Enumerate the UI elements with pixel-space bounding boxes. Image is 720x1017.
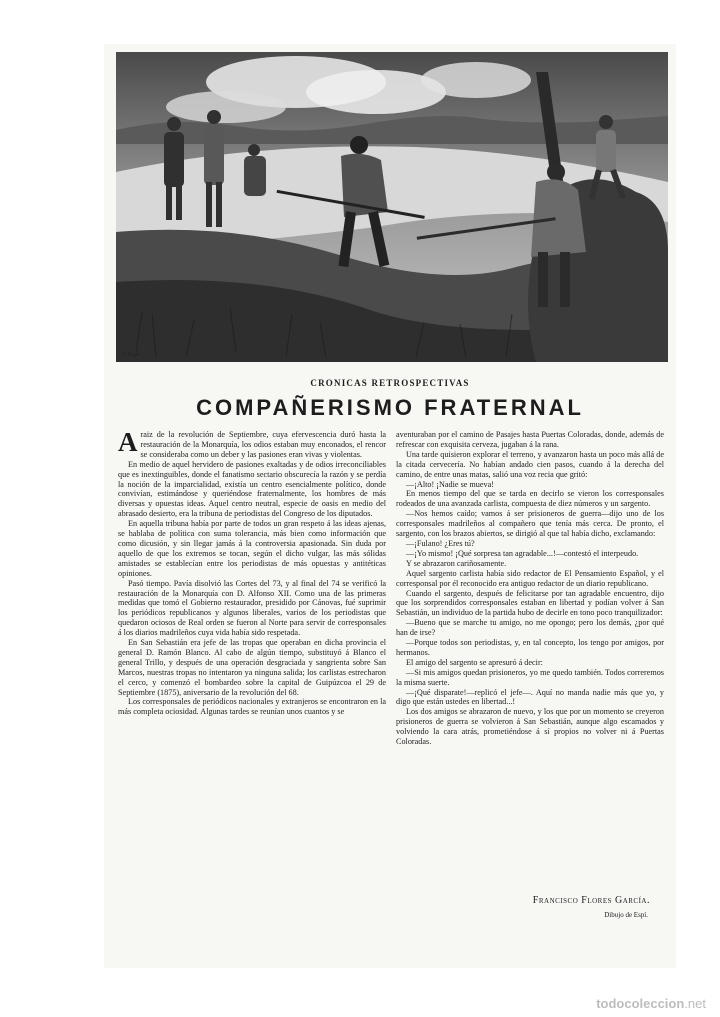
watermark [596, 996, 706, 1011]
paragraph: Los dos amigos se abrazaron de nuevo, y los que por un momento se creyeron prisioneros de guerra se volvieron á San Sebastián, aunque algo escamados y volviendo la cara atrás, prometiéndose á sí propios no volver ni á Puertas Coloradas. [396, 707, 664, 747]
paragraph: Pasó tiempo. Pavía disolvió las Cortes del 73, y al final del 74 se verificó la restauración de la Monarquía con D. Alfonso XII. Como una de las primeras medidas que tomó el Gobierno restaurador, presidido por Cánovas, fué suprimir los periódicos republicanos y algunos liberales, varios de los periodistas que quedaron ociosos de Real orden se fueron al Norte para servir de corresponsales á los diarios madrileños cuya vida había sido respetada. [118, 578, 386, 638]
paragraph: —¡Yo mismo! ¡Qué sorpresa tan agradable...!—contestó el interpeudo. [406, 548, 639, 558]
magazine-page [104, 44, 676, 968]
author-byline: Francisco Flores García. [532, 895, 650, 906]
article-title: COMPAÑERISMO FRATERNAL [196, 395, 584, 420]
illustration-signature: F. Espí. [122, 352, 141, 358]
paragraph: En aquella tribuna había por parte de todos un gran respeto á las ideas ajenas, se hablaba de política con suma tolerancia, más bien como información que como dicusión, y sin llegar jamás á la controversia apasionada. Sin duda por aquello de que los extremos se tocan, según el dicho vulgar, las más sólidas amistades se establecían entre los periodistas de más opuestas y antitéticas opiniones. [118, 519, 386, 578]
paragraph: —¡Fulano! ¿Eres tú? [406, 538, 475, 548]
paragraph: En medio de aquel hervidero de pasiones exaltadas y de odios irreconciliables que es inextinguibles, donde el fanatismo sectario obscurecía la razón y se perdía la noción de la imparcialidad, existía un centro esencialmente político, donde convivían, estimándose y queriéndose fraternalmente, los hombres de más diversas y opuestas ideas. Aquel centro neutral, especie de oasis en medio del abrasado desierto, era la tribuna de periodistas del Congreso de los diputados. [118, 459, 386, 519]
paragraph: Araiz de la revolución de Septiembre, cuya efervescencia duró hasta la restauración de la Monarquía, los odios estaban muy enconados, el rencor se consideraba como un deber y las pasiones eran vivas y violentas. [118, 427, 386, 459]
paragraph: —Si mis amigos quedan prisioneros, yo me quedo también. Todos correremos la misma suerte. [396, 667, 664, 687]
article-column-left [118, 427, 386, 717]
paragraph: —Nos hemos caído; vamos á ser prisioneros de guerra—dijo uno de los corresponsales madrileños al compañero que tenía más cerca. De pronto, el sargento, con los brazos abiertos, se dirigió al que tal había dicho, exclamando: [396, 509, 664, 539]
paragraph: —Bueno que se marche tu amigo, no me opongo; pero los demás, ¿por qué han de irse? [396, 618, 664, 638]
paragraph: Una tarde quisieron explorar el terreno, y avanzaron hasta un poco más allá de la citada cervecería. No habían andado cien pasos, cuando á la derecha del camino, de entre unas matas, salió una voz recia que gritó: [396, 449, 664, 479]
section-label: CRONICAS RETROSPECTIVAS [310, 378, 470, 388]
paragraph: Aquel sargento carlista había sido redactor de El Pensamiento Español, y el corresponsal por él reconocido era antiguo redactor de un diario republicano. [396, 568, 664, 588]
paragraph: Y se abrazaron cariñosamente. [406, 558, 507, 568]
paragraph: —¡Alto! ¡Nadie se mueva! [406, 479, 494, 489]
paragraph: Cuando el sargento, después de felicitarse por tan agradable encuentro, dijo que los sorprendidos corresponsales estaban en libertad y podían volver á San Sebastián, un individuo de la partida hubo de decirle en tono poco tranquilizador: [396, 588, 664, 618]
paragraph: aventuraban por el camino de Pasajes hasta Puertas Coloradas, donde, además de refrescar con exquisita cerveza, jugaban á la rana. [396, 430, 664, 449]
paragraph: En menos tiempo del que se tarda en decirlo se vieron los corresponsales rodeados de una avanzada carlista, compuesta de diez números y un sargento. [396, 489, 664, 509]
dropcap: A [118, 427, 138, 457]
paragraph: El amigo del sargento se apresuró á decir: [406, 657, 543, 667]
article-column-right [396, 430, 664, 747]
paragraph: —¡Qué disparate!—replicó el jefe—. Aquí no manda nadie más que yo, y digo que están ustedes en libertad...! [396, 687, 664, 707]
paragraph: Los corresponsales de periódicos nacionales y extranjeros se encontraron en la más completa ociosidad. Algunas tardes se reunían unos cuantos y se [118, 697, 386, 717]
paragraph: —Porque todos son periodistas, y, en tal concepto, los tengo por amigos, por hermanos. [396, 638, 664, 657]
watermark-suffix: .net [684, 996, 706, 1011]
illustration-drawing [116, 52, 668, 362]
illustration-credit: Dibujo de Espí. [604, 911, 648, 919]
watermark-brand: todocoleccion [596, 996, 685, 1011]
paragraph: En San Sebastián era jefe de las tropas que operaban en dicha provincia el general D. Ramón Blanco. Al cabo de algún tiempo, substituyó á Blanco el general Trillo, y después de una operación desgraciada y sangrienta sobre San Marcos, nuestras tropas no intentaron ya ninguna salida; los carlistas estrecharon el cerco, y comenzó el bombardeo sobre la capital de Guipúzcoa el 29 de Septiembre (1875), aniversario de la revolución del 68. [118, 638, 386, 697]
battle-illustration [116, 52, 668, 362]
